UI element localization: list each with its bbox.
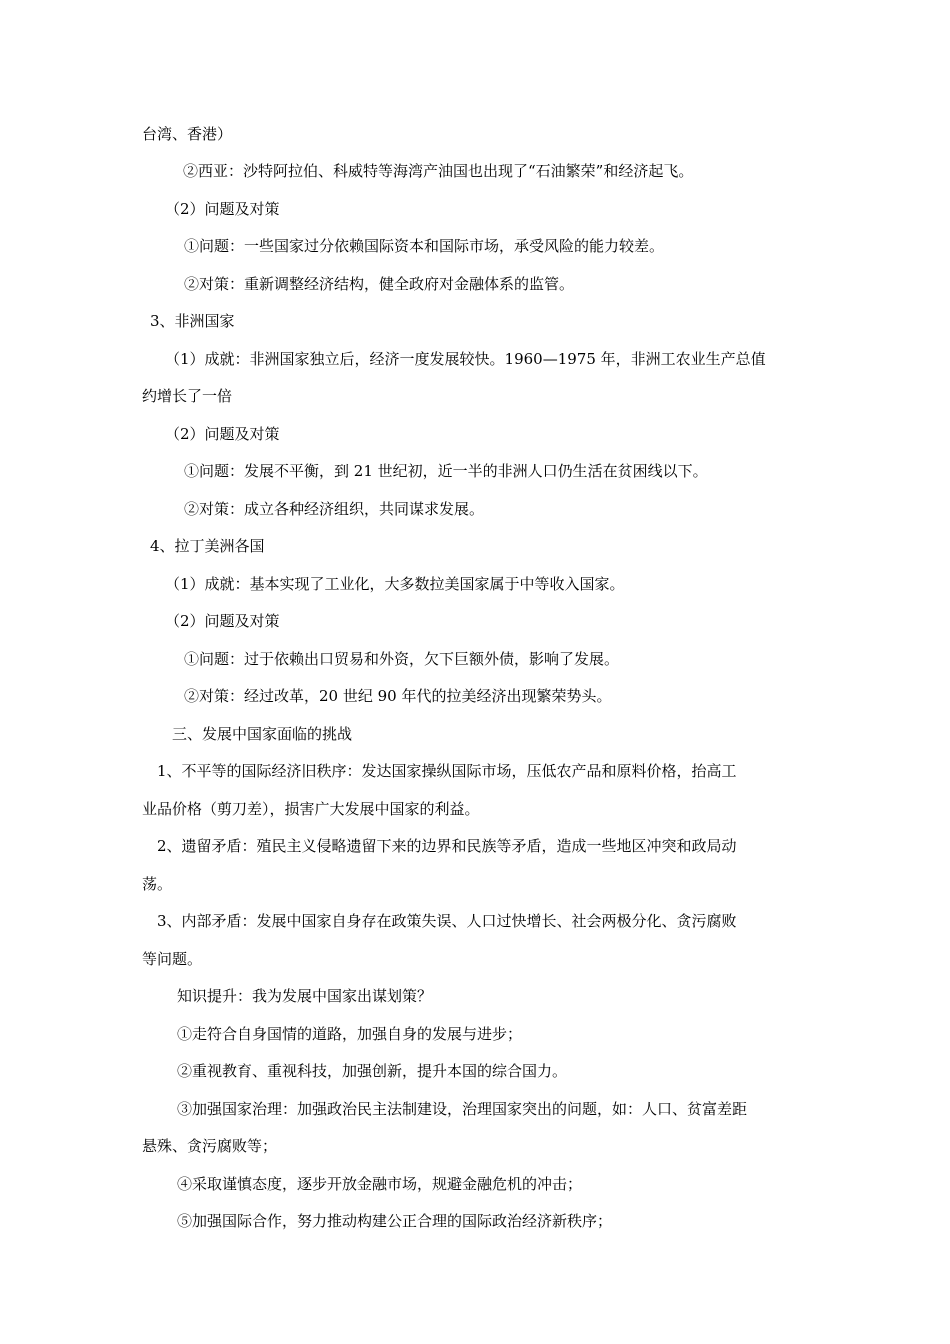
list-item: ④采取谨慎态度，逐步开放金融市场，规避金融危机的冲击； [177,1175,583,1193]
text-line: 荡。 [142,875,173,893]
text-line: 业品价格（剪刀差），损害广大发展中国家的利益。 [142,800,480,818]
text-line: ②对策：成立各种经济组织，共同谋求发展。 [184,500,485,518]
section-heading: 4、拉丁美洲各国 [150,537,265,555]
text-line: ①问题：发展不平衡，到 21 世纪初，近一半的非洲人口仍生活在贫困线以下。 [184,462,708,480]
text-line: 约增长了一倍 [142,387,233,405]
list-item: ②重视教育、重视科技，加强创新，提升本国的综合国力。 [177,1062,568,1080]
list-item: ③加强国家治理：加强政治民主法制建设，治理国家突出的问题，如：人口、贫富差距 [177,1100,748,1118]
text-line: ②对策：重新调整经济结构，健全政府对金融体系的监管。 [184,275,575,293]
list-item: ⑤加强国际合作，努力推动构建公正合理的国际政治经济新秩序； [177,1212,613,1230]
text-line: 3、内部矛盾：发展中国家自身存在政策失误、人口过快增长、社会两极分化、贪污腐败 [157,912,737,930]
text-line: ①问题：过于依赖出口贸易和外资，欠下巨额外债，影响了发展。 [184,650,620,668]
text-line: 悬殊、贪污腐败等； [142,1137,278,1155]
text-line: 等问题。 [142,950,203,968]
text-line: ②西亚：沙特阿拉伯、科威特等海湾产油国也出现了“石油繁荣”和经济起飞。 [183,162,694,180]
text-line: （2）问题及对策 [165,425,280,443]
text-line: 2、遗留矛盾：殖民主义侵略遗留下来的边界和民族等矛盾，造成一些地区冲突和政局动 [157,837,737,855]
text-line: （1）成就：基本实现了工业化，大多数拉美国家属于中等收入国家。 [165,575,625,593]
text-line: ②对策：经过改革，20 世纪 90 年代的拉美经济出现繁荣势头。 [184,687,612,705]
list-item: ①走符合自身国情的道路，加强自身的发展与进步； [177,1025,523,1043]
text-line: （2）问题及对策 [165,612,280,630]
section-heading: 3、非洲国家 [150,312,235,330]
text-line: 1、不平等的国际经济旧秩序：发达国家操纵国际市场，压低农产品和原料价格，抬高工 [157,762,737,780]
text-line: （2）问题及对策 [165,200,280,218]
subheading: 知识提升：我为发展中国家出谋划策？ [177,987,433,1005]
text-line: ①问题：一些国家过分依赖国际资本和国际市场，承受风险的能力较差。 [184,237,665,255]
text-line: （1）成就：非洲国家独立后，经济一度发展较快。1960—1975 年，非洲工农业生产总值 [165,350,766,368]
text-line: 台湾、香港） [142,125,233,143]
section-heading: 三、发展中国家面临的挑战 [172,725,353,743]
